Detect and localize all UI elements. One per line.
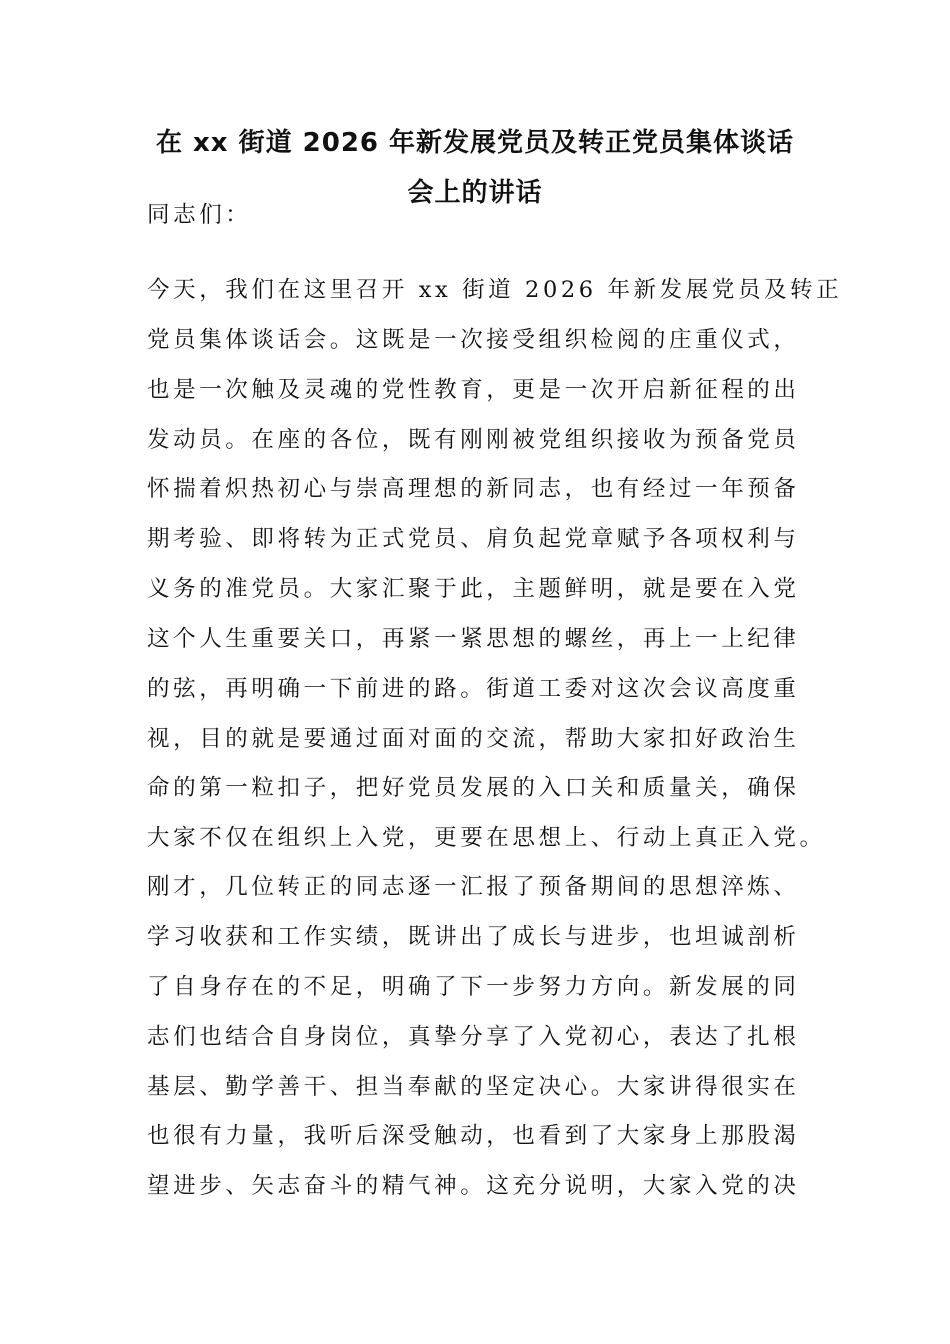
- text-line: 期考验、即将转为正式党员、肩负起党章赋予各项权利与: [147, 526, 800, 552]
- text-line: 今天，我们在这里召开 xx 街道 2026 年新发展党员及转正: [147, 277, 843, 303]
- text-line: 也很有力量，我听后深受触动，也看到了大家身上那股渴: [147, 1123, 800, 1149]
- text-line: 的弦，再明确一下前进的路。街道工委对这次会议高度重: [147, 676, 800, 702]
- salutation: 同志们：: [147, 202, 252, 228]
- document-title-line-2: 会上的讲话: [407, 178, 543, 208]
- text-line: 望进步、矢志奋斗的精气神。这充分说明，大家入党的决: [147, 1173, 800, 1199]
- text-line: 也是一次触及灵魂的党性教育，更是一次开启新征程的出: [147, 377, 800, 403]
- text-line: 怀揣着炽热初心与崇高理想的新同志，也有经过一年预备: [147, 476, 800, 502]
- text-line: 基层、勤学善干、担当奉献的坚定决心。大家讲得很实在: [147, 1074, 800, 1100]
- document-title-line-1: 在 xx 街道 2026 年新发展党员及转正党员集体谈话: [155, 128, 795, 158]
- text-line: 命的第一粒扣子，把好党员发展的入口关和质量关，确保: [147, 775, 800, 801]
- text-line: 这个人生重要关口，再紧一紧思想的螺丝，再上一上纪律: [147, 626, 800, 652]
- text-line: 发动员。在座的各位，既有刚刚被党组织接收为预备党员: [147, 427, 800, 453]
- text-line: 党员集体谈话会。这既是一次接受组织检阅的庄重仪式，: [147, 327, 800, 353]
- text-line: 学习收获和工作实绩，既讲出了成长与进步，也坦诚剖析: [147, 924, 800, 950]
- text-line: 刚才，几位转正的同志逐一汇报了预备期间的思想淬炼、: [147, 874, 800, 900]
- text-line: 志们也结合自身岗位，真挚分享了入党初心，表达了扎根: [147, 1024, 800, 1050]
- text-line: 大家不仅在组织上入党，更要在思想上、行动上真正入党。: [147, 825, 826, 851]
- text-line: 义务的准党员。大家汇聚于此，主题鲜明，就是要在入党: [147, 576, 800, 602]
- text-line: 了自身存在的不足，明确了下一步努力方向。新发展的同: [147, 974, 800, 1000]
- text-line: 视，目的就是要通过面对面的交流，帮助大家扣好政治生: [147, 726, 800, 752]
